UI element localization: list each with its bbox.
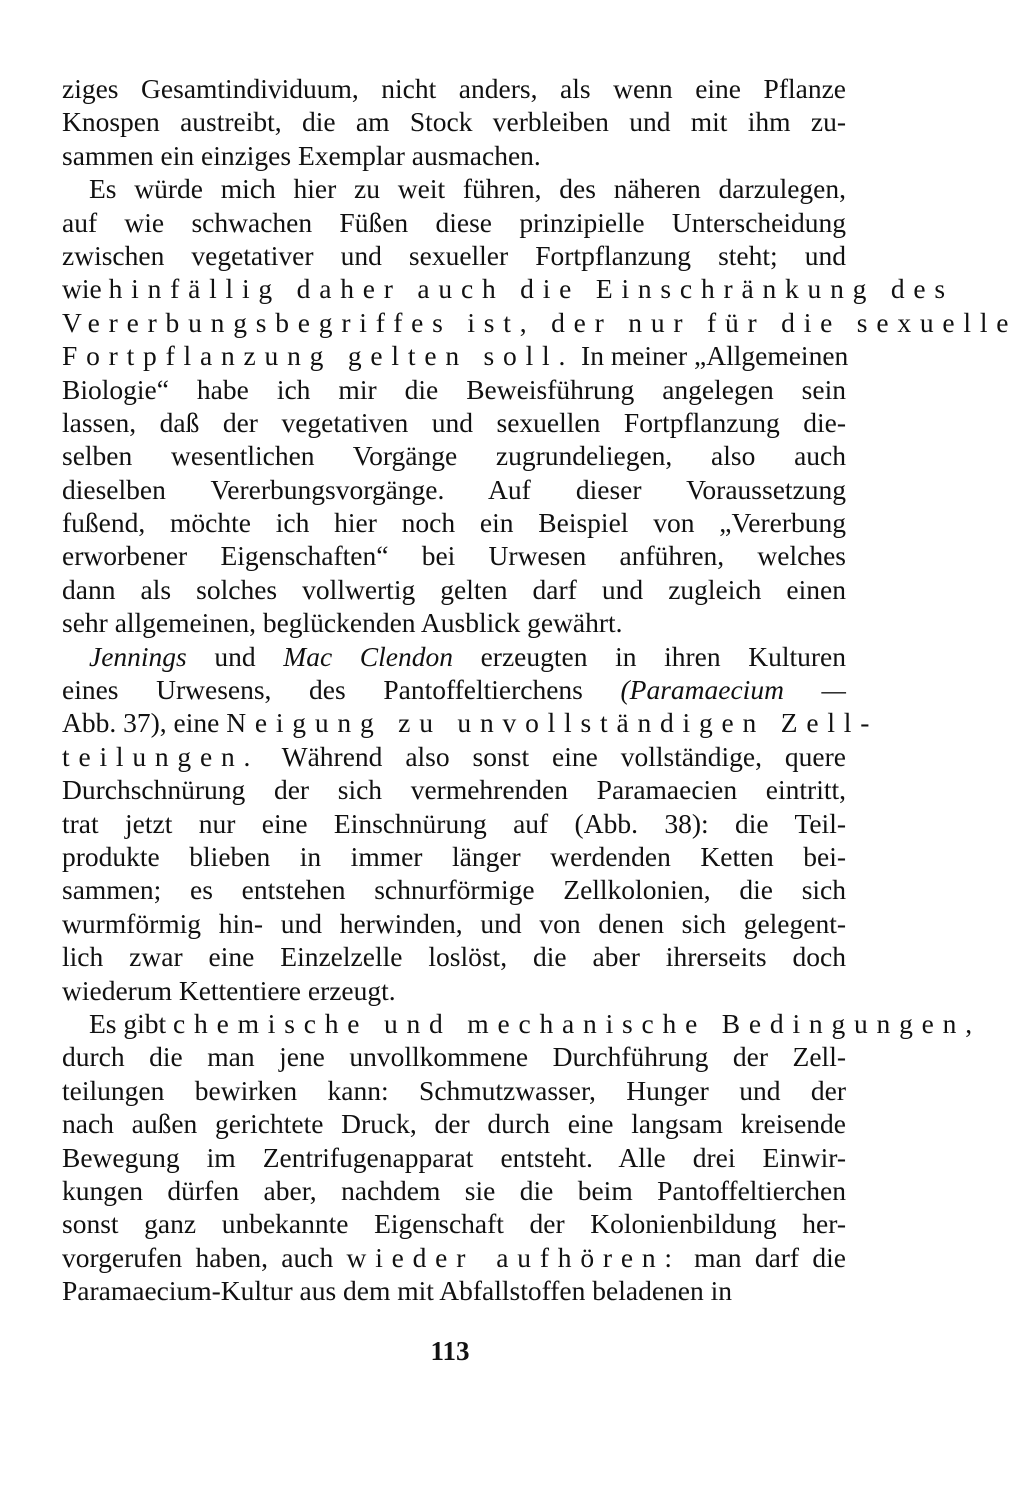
text-segment: Durchschnürung der sich vermehrenden Paramaecien eintritt, — [62, 774, 846, 806]
paragraph — [62, 1007, 981, 1308]
text-segment: dann als solches vollwertig gelten darf und zugleich einen — [62, 573, 846, 605]
text-segment: In meiner „Allgemeinen — [574, 340, 849, 372]
text-line — [62, 1207, 846, 1240]
text-line — [62, 606, 846, 639]
text-line — [62, 740, 846, 773]
text-segment: wie — [62, 273, 109, 305]
text-segment: nach außen gerichtete Druck, der durch eine langsam kreisende — [62, 1108, 846, 1140]
text-line — [62, 1241, 846, 1274]
paragraph — [62, 72, 846, 172]
text-line — [62, 907, 846, 940]
text-segment: trat jetzt nur eine Einschnürung auf (Abb. 38): die Teil- — [62, 807, 846, 839]
text-segment: dieselben Vererbungsvorgänge. Auf dieser Voraussetzung — [62, 473, 846, 505]
text-line — [62, 139, 846, 172]
text-line — [62, 1074, 846, 1107]
body-text — [62, 72, 1017, 1307]
text-line — [62, 873, 846, 906]
text-line — [62, 406, 846, 439]
text-line — [62, 473, 846, 506]
text-segment: Es gibt — [89, 1007, 174, 1039]
text-segment: Abb. 37), eine — [62, 707, 227, 739]
text-segment: teilungen bewirken kann: Schmutzwasser, Hunger und der — [62, 1074, 846, 1106]
text-segment: erzeugten in ihren Kulturen — [452, 640, 846, 672]
text-segment: zwischen vegetativer und sexueller Fortpflanzung steht; und — [62, 239, 846, 271]
text-line — [62, 1141, 846, 1174]
text-line — [62, 206, 846, 239]
text-line — [62, 940, 846, 973]
text-segment: selben wesentlichen Vorgänge zugrundeliegen, also auch — [62, 440, 846, 472]
text-segment: und — [186, 640, 284, 672]
text-segment: Biologie“ habe ich mir die Beweisführung angelegen sein — [62, 373, 846, 405]
text-line — [62, 72, 846, 105]
text-segment: sammen ein einziges Exemplar ausmachen. — [62, 139, 541, 171]
paragraph — [62, 640, 879, 1007]
text-line — [62, 640, 846, 673]
text-line — [62, 1107, 846, 1140]
text-segment: wiederum Kettentiere erzeugt. — [62, 974, 396, 1006]
text-line — [62, 439, 846, 472]
italic-text: Jennings — [89, 640, 187, 672]
spaced-emphasis-text: Vererbungsbegriffes ist, der nur für die sexuelle — [62, 306, 1017, 338]
text-line — [62, 974, 846, 1007]
text-line — [62, 706, 879, 739]
text-line — [62, 807, 846, 840]
text-segment: fußend, möchte ich hier noch ein Beispiel von „Vererbung — [62, 507, 846, 539]
spaced-emphasis-text: chemische und mechanische Bedingungen, — [173, 1007, 981, 1039]
text-segment: durch die man jene unvollkommene Durchführung der Zell- — [62, 1041, 846, 1073]
text-segment: eines Urwesens, des Pantoffeltierchens — [62, 674, 621, 706]
spaced-emphasis-text: Neigung zu unvollständigen Zell- — [226, 707, 879, 739]
spaced-emphasis-text: Fortpflanzung gelten soll. — [62, 340, 575, 372]
spaced-emphasis-text: teilungen. — [62, 740, 260, 772]
text-line — [62, 673, 846, 706]
text-line — [62, 1274, 846, 1307]
text-line — [62, 105, 846, 138]
text-segment: Es würde mich hier zu weit führen, des näheren darzulegen, — [89, 173, 846, 205]
text-segment: auf wie schwachen Füßen diese prinzipielle Unterscheidung — [62, 206, 846, 238]
text-line — [62, 172, 846, 205]
text-segment: lich zwar eine Einzelzelle loslöst, die aber ihrerseits doch — [62, 941, 846, 973]
text-line — [62, 306, 1017, 339]
text-line — [62, 272, 954, 305]
text-line — [62, 539, 846, 572]
paragraph — [62, 172, 1017, 639]
text-segment: Bewegung im Zentrifugenapparat entsteht. Alle drei Einwir- — [62, 1141, 846, 1173]
text-segment: sehr allgemeinen, beglückenden Ausblick gewährt. — [62, 607, 623, 639]
text-line — [62, 840, 846, 873]
text-line — [62, 1040, 846, 1073]
text-segment: erworbener Eigenschaften“ bei Urwesen anführen, welches — [62, 540, 846, 572]
text-segment: Knospen austreibt, die am Stock verbleiben und mit ihm zu- — [62, 106, 846, 138]
text-line — [62, 773, 846, 806]
italic-text: (Paramaecium — — [620, 674, 846, 706]
text-segment: produkte blieben in immer länger werdenden Ketten bei- — [62, 840, 846, 872]
page-number: 113 — [430, 1336, 470, 1366]
text-segment: sammen; es entstehen schnurförmige Zellkolonien, die sich — [62, 874, 846, 906]
text-segment: kungen dürfen aber, nachdem sie die beim Pantoffeltierchen — [62, 1174, 846, 1206]
text-line — [62, 373, 846, 406]
text-line — [62, 239, 846, 272]
text-line — [62, 1007, 981, 1040]
text-segment: man darf die — [680, 1241, 846, 1273]
text-segment: vorgerufen haben, auch — [62, 1241, 347, 1273]
italic-text: Mac Clendon — [283, 640, 453, 672]
text-segment: Während also sonst eine vollständige, quere — [259, 740, 846, 772]
text-segment: sonst ganz unbekannte Eigenschaft der Kolonienbildung her- — [62, 1208, 846, 1240]
text-segment: Paramaecium-Kultur aus dem mit Abfallstoffen beladenen in — [62, 1275, 732, 1307]
text-line — [62, 573, 846, 606]
spaced-emphasis-text: wieder aufhören: — [346, 1241, 681, 1273]
spaced-emphasis-text: hinfällig daher auch die Einschränkung des — [108, 273, 954, 305]
text-segment: lassen, daß der vegetativen und sexuellen Fortpflanzung die- — [62, 406, 846, 438]
text-line — [62, 339, 849, 372]
text-segment: wurmförmig hin- und herwinden, und von denen sich gelegent- — [62, 907, 846, 939]
text-line — [62, 506, 846, 539]
text-line — [62, 1174, 846, 1207]
text-segment: ziges Gesamtindividuum, nicht anders, als wenn eine Pflanze — [62, 73, 846, 104]
